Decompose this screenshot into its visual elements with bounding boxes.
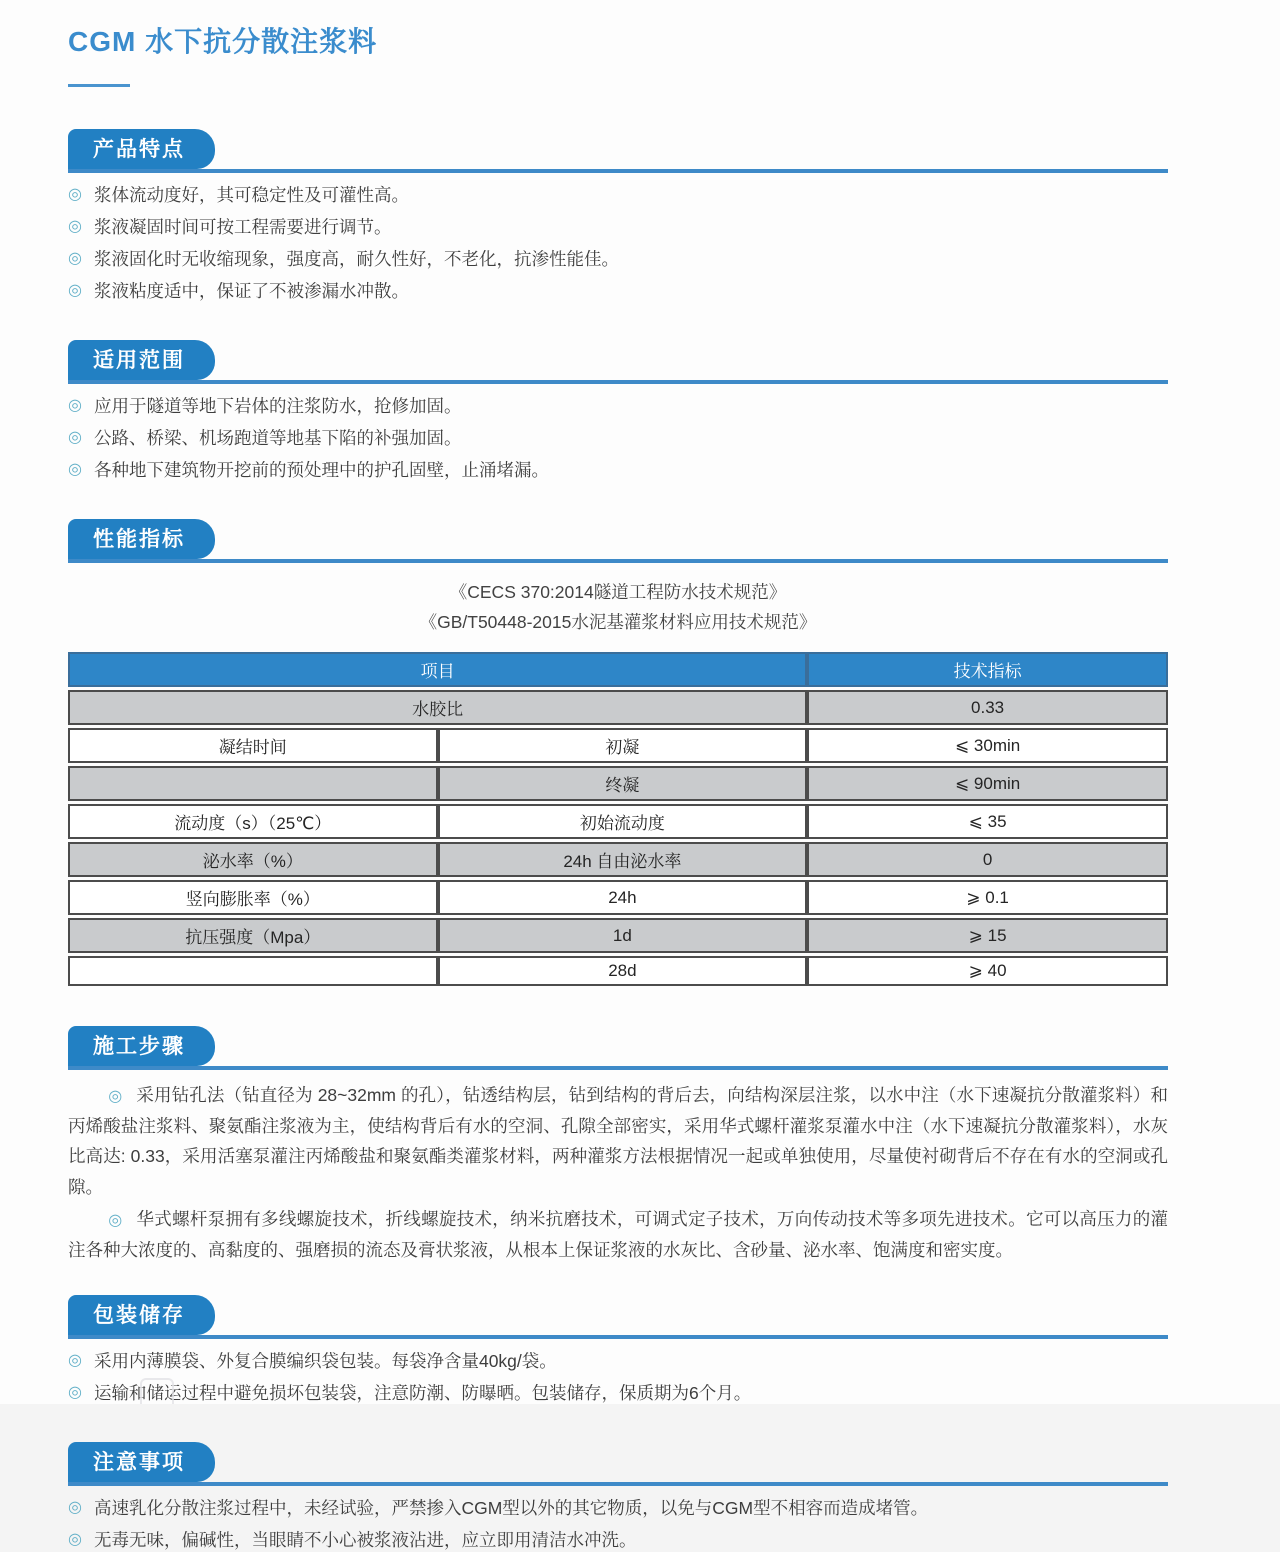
column-header-item: 项目 xyxy=(68,652,807,687)
table-row xyxy=(68,880,1168,915)
table-row xyxy=(68,804,1168,839)
cell-subitem: 初始流动度 xyxy=(438,804,808,839)
section-badge-features: 产品特点 xyxy=(68,129,215,169)
table-row xyxy=(68,842,1168,877)
section-header-rule xyxy=(68,519,1168,563)
cell-item: 竖向膨胀率（%） xyxy=(68,880,438,915)
notes-list xyxy=(68,1496,1168,1552)
bullseye-bullet-icon: ◎ xyxy=(68,282,82,299)
list-item xyxy=(68,426,1168,450)
features-list xyxy=(68,183,1168,303)
bullseye-bullet-icon: ◎ xyxy=(68,1499,82,1516)
list-item-text: 各种地下建筑物开挖前的预处理中的护孔固壁，止涌堵漏。 xyxy=(93,460,549,480)
list-item xyxy=(68,1349,1168,1373)
table-row xyxy=(68,956,1168,986)
column-header-indicator: 技术指标 xyxy=(807,652,1168,687)
cell-value: 0.33 xyxy=(807,690,1168,725)
cell-subitem: 终凝 xyxy=(438,766,808,801)
bullseye-bullet-icon: ◎ xyxy=(68,250,82,267)
list-item xyxy=(68,394,1168,418)
cell-value: ⩾ 0.1 xyxy=(807,880,1168,915)
cell-item xyxy=(68,956,438,986)
list-item-text: 浆体流动度好，其可稳定性及可灌性高。 xyxy=(93,185,409,205)
section-header-rule xyxy=(68,340,1168,384)
bullseye-bullet-icon: ◎ xyxy=(68,397,82,414)
section-header-rule xyxy=(68,129,1168,173)
table-row xyxy=(68,728,1168,763)
list-item xyxy=(68,279,1168,303)
section-badge-construction: 施工步骤 xyxy=(68,1026,215,1066)
bullseye-bullet-icon: ◎ xyxy=(68,1384,82,1401)
cell-item: 水胶比 xyxy=(68,690,807,725)
bullseye-bullet-icon: ◎ xyxy=(68,1531,82,1548)
section-scope xyxy=(68,340,1168,482)
bullseye-bullet-icon: ◎ xyxy=(68,186,82,203)
list-item-text: 浆液固化时无收缩现象，强度高，耐久性好，不老化，抗渗性能佳。 xyxy=(93,249,619,269)
list-item-text: 浆液粘度适中，保证了不被渗漏水冲散。 xyxy=(93,281,409,301)
cell-subitem: 1d xyxy=(438,918,808,953)
section-badge-notes: 注意事项 xyxy=(68,1442,215,1482)
cell-subitem: 28d xyxy=(438,956,808,986)
list-item xyxy=(68,1381,1168,1405)
cell-value: ⩾ 15 xyxy=(807,918,1168,953)
list-item-text: 公路、桥梁、机场跑道等地基下陷的补强加固。 xyxy=(93,428,462,448)
page-title: CGM 水下抗分散注浆料 xyxy=(68,26,378,57)
section-notes xyxy=(68,1442,1168,1552)
list-item xyxy=(68,183,1168,207)
bullseye-bullet-icon: ◎ xyxy=(68,1352,82,1369)
list-item-text: 浆液凝固时间可按工程需要进行调节。 xyxy=(93,217,392,237)
cell-item: 凝结时间 xyxy=(68,728,438,763)
section-badge-performance: 性能指标 xyxy=(68,519,215,559)
list-item xyxy=(68,458,1168,482)
cell-item: 流动度（s）（25℃） xyxy=(68,804,438,839)
cell-subitem: 24h xyxy=(438,880,808,915)
packaging-list xyxy=(68,1349,1168,1405)
list-item xyxy=(68,215,1168,239)
section-badge-packaging: 包装储存 xyxy=(68,1295,215,1335)
title-underline xyxy=(68,84,130,87)
list-item-text: 运输和储运过程中避免损坏包装袋，注意防潮、防曝晒。包装储存，保质期为6个月。 xyxy=(93,1383,752,1403)
section-badge-scope: 适用范围 xyxy=(68,340,215,380)
paragraph xyxy=(68,1080,1168,1202)
table-row xyxy=(68,690,1168,725)
cell-value: 0 xyxy=(807,842,1168,877)
list-item-text: 无毒无味，偏碱性，当眼睛不小心被浆液沾进，应立即用清洁水冲洗。 xyxy=(93,1530,637,1550)
construction-paragraphs xyxy=(68,1080,1168,1265)
table-row xyxy=(68,766,1168,801)
bullseye-bullet-icon: ◎ xyxy=(68,429,82,446)
paragraph xyxy=(68,1204,1168,1265)
paragraph-text: 采用钻孔法（钻直径为 28~32mm 的孔），钻透结构层，钻到结构的背后去，向结构深层注浆，以水中注（水下速凝抗分散灌浆料）和丙烯酸盐注浆料、聚氨酯注浆液为主，使结构背后有水的空洞、孔隙全部密实，采用华式螺杆灌浆泵灌水中注（水下速凝抗分散灌浆料），水灰比高达: 0.33，采用活塞泵灌注丙烯酸盐和聚氨酯类灌浆材料，两种灌浆方法根据情况一起或单独使用，尽量使衬砌背后不存在有水的空洞或孔隙。 xyxy=(68,1085,1169,1197)
standard-reference: 《GB/T50448-2015水泥基灌浆材料应用技术规范》 xyxy=(419,612,817,632)
list-item xyxy=(68,247,1168,271)
cell-value: ⩽ 90min xyxy=(807,766,1168,801)
standard-reference: 《CECS 370:2014隧道工程防水技术规范》 xyxy=(449,582,787,602)
cell-item: 抗压强度（Mpa） xyxy=(68,918,438,953)
bullseye-bullet-icon: ◎ xyxy=(68,461,82,478)
table-header-row xyxy=(68,652,1168,687)
section-features xyxy=(68,129,1168,303)
scope-list xyxy=(68,394,1168,482)
cell-subitem: 24h 自由泌水率 xyxy=(438,842,808,877)
list-item-text: 应用于隧道等地下岩体的注浆防水，抢修加固。 xyxy=(93,396,462,416)
section-construction xyxy=(68,1026,1168,1265)
table-row xyxy=(68,918,1168,953)
cell-value: ⩾ 40 xyxy=(807,956,1168,986)
bullseye-bullet-icon: ◎ xyxy=(108,1088,123,1105)
performance-table xyxy=(68,649,1168,989)
cell-value: ⩽ 30min xyxy=(807,728,1168,763)
paragraph-text: 华式螺杆泵拥有多线螺旋技术，折线螺旋技术，纳米抗磨技术，可调式定子技术，万向传动技术等多项先进技术。它可以高压力的灌注各种大浓度的、高黏度的、强磨损的流态及膏状浆液，从根本上保证浆液的水灰比、含砂量、泌水率、饱满度和密实度。 xyxy=(68,1209,1169,1260)
section-performance xyxy=(68,519,1168,989)
standards-references xyxy=(68,577,1168,637)
cell-item: 泌水率（%） xyxy=(68,842,438,877)
bullseye-bullet-icon: ◎ xyxy=(68,218,82,235)
watermark-ghost xyxy=(140,1378,174,1404)
section-header-rule xyxy=(68,1442,1168,1486)
bullseye-bullet-icon: ◎ xyxy=(108,1212,123,1229)
list-item xyxy=(68,1528,1168,1552)
cell-item xyxy=(68,766,438,801)
section-header-rule xyxy=(68,1026,1168,1070)
list-item-text: 采用内薄膜袋、外复合膜编织袋包装。每袋净含量40kg/袋。 xyxy=(93,1351,557,1371)
section-packaging xyxy=(68,1295,1168,1405)
cell-value: ⩽ 35 xyxy=(807,804,1168,839)
list-item xyxy=(68,1496,1168,1520)
section-header-rule xyxy=(68,1295,1168,1339)
cell-subitem: 初凝 xyxy=(438,728,808,763)
list-item-text: 高速乳化分散注浆过程中，未经试验，严禁掺入CGM型以外的其它物质，以免与CGM型不相容而造成堵管。 xyxy=(93,1498,929,1518)
